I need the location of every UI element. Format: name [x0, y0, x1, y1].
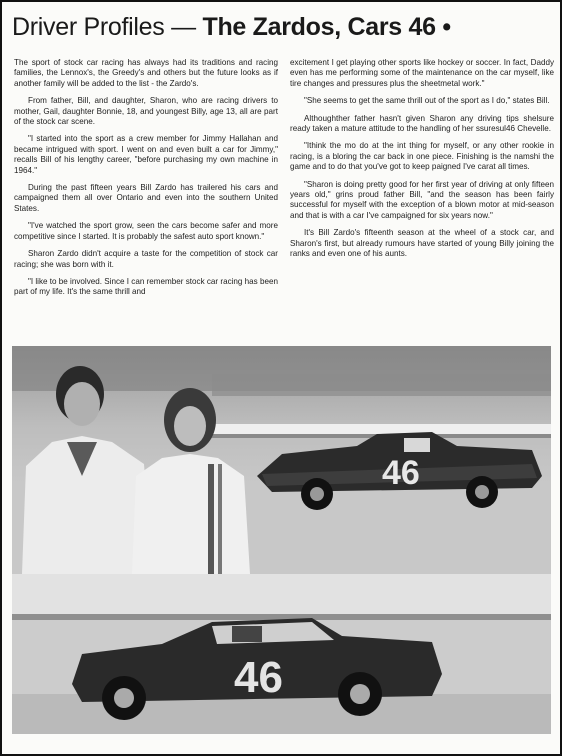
paragraph: Sharon Zardo didn't acquire a taste for the competition of stock car racing; she was born with it.: [14, 249, 278, 269]
title-section-label: Driver Profiles —: [12, 13, 196, 41]
car-number-bottom: 46: [234, 653, 283, 702]
paragraph: excitement I get playing other sports like hockey or soccer. In fact, Daddy even has me performing some of the maintenance on the car myself, like tire changes and pressures plus the sheetmetal work.": [290, 58, 554, 88]
car-number-top: 46: [382, 454, 420, 492]
page-title: [12, 12, 557, 42]
paragraph: "She seems to get the same thrill out of the sport as I do," states Bill.: [304, 96, 550, 106]
left-column: [14, 58, 278, 305]
article-body: [14, 58, 554, 305]
paragraph: The sport of stock car racing has always had its traditions and racing families, the Lennox's, the Greedy's and others but the future looks as if another family will be added to the list - the Zardo's.: [14, 58, 278, 88]
paragraph: Althoughther father hasn't given Sharon any driving tips shelsure ready taken a mature attitude to the handling of her ssuresul46 Chevelle.: [290, 113, 554, 134]
right-column: [290, 58, 554, 305]
paragraph: During the past fifteen years Bill Zardo has trailered his cars and campaigned them all over Ontario and even into the southern United States.: [14, 183, 278, 213]
paragraph: "Sharon is doing pretty good for her first year of driving at only fifteen years old," grins proud father Bill, "and the season has been fairly successful for myself with the exception of a blown motor at mid-season and that is with a car I've campaigned for six years now.": [290, 179, 554, 220]
photo-drivers-and-car: [12, 346, 551, 574]
paragraph: "I started into the sport as a crew member for Jimmy Hallahan and became intrigued with sport. I went on and even built a car for Jimmy," recalls Bill of his lengthy career, "before purchasing my own machine in 1964.": [14, 134, 278, 175]
paragraph: "I like to be involved. Since I can remember stock car racing has been part of my life. It's the same thrill and: [14, 276, 278, 297]
paragraph: It's Bill Zardo's fifteenth season at the wheel of a stock car, and Sharon's first, but already rumours have started of young Billy joining the ranks and even one of his aunts.: [290, 228, 554, 259]
title-bullet: •: [442, 13, 451, 41]
photo-race-car: [12, 574, 551, 734]
title-article-name: The Zardos, Cars 46: [202, 13, 436, 41]
paragraph: "Ithink the mo do at the int thing for myself, or any other rookie in racing, is a bloring the car back in one piece. Finishing is the namshi the game and to do that you've got to keep paigned I've carat all times.: [290, 141, 554, 172]
paragraph: "I've watched the sport grow, seen the cars become safer and more competitive since I started. It is probably the safest auto sport known.": [14, 221, 278, 241]
paragraph: From father, Bill, and daughter, Sharon, who are racing drivers to mother, Gail, daughter Bonnie, 18, and youngest Billy, age 13, all are part of the stock car scene.: [14, 96, 278, 127]
